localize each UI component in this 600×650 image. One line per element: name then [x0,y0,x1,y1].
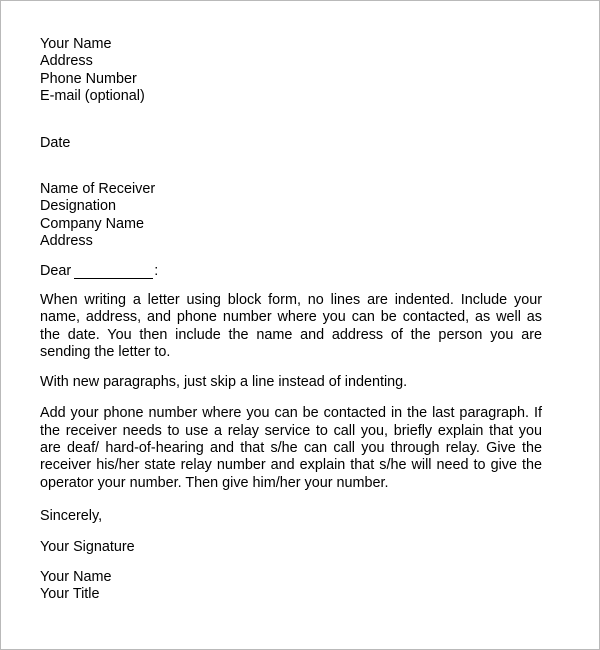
sender-address: Address [40,53,93,70]
body-paragraph-1: When writing a letter using block form, no lines are indented. Include your name, address, and phone number where you can be contacted, as well as the date. You then include the name and address of the person you are sending the letter to. [40,292,542,361]
salutation [40,263,542,281]
letter-content [40,36,542,604]
sender-email: E-mail (optional) [40,88,145,105]
body-paragraph-2: With new paragraphs, just skip a line instead of indenting. [40,373,408,390]
receiver-block [40,181,542,251]
body-paragraph-3: Add your phone number where you can be contacted in the last paragraph. If the receiver needs to use a relay service to call you, briefly explain that you are deaf/ hard-of-hearing and that s/he can call you through relay. Give the receiver his/her state relay number and explain that s/he will need to give the operator your number. Then give him/her your number. [40,405,542,491]
signoff-title: Your Title [40,586,100,603]
letter-date: Date [40,134,71,151]
sender-block [40,36,542,106]
sender-name: Your Name [40,36,112,52]
receiver-designation: Designation [40,198,117,215]
receiver-company: Company Name [40,215,144,232]
signoff-block [40,569,542,604]
salutation-prefix: Dear [40,262,72,279]
sender-phone: Phone Number [40,70,137,87]
signoff-name: Your Name [40,568,112,585]
receiver-name: Name of Receiver [40,181,156,198]
signature: Your Signature [40,538,135,555]
closing: Sincerely, [40,508,103,525]
date-block [40,135,542,152]
salutation-blank-line [74,261,153,279]
salutation-suffix: : [154,262,159,279]
receiver-address: Address [40,233,93,250]
